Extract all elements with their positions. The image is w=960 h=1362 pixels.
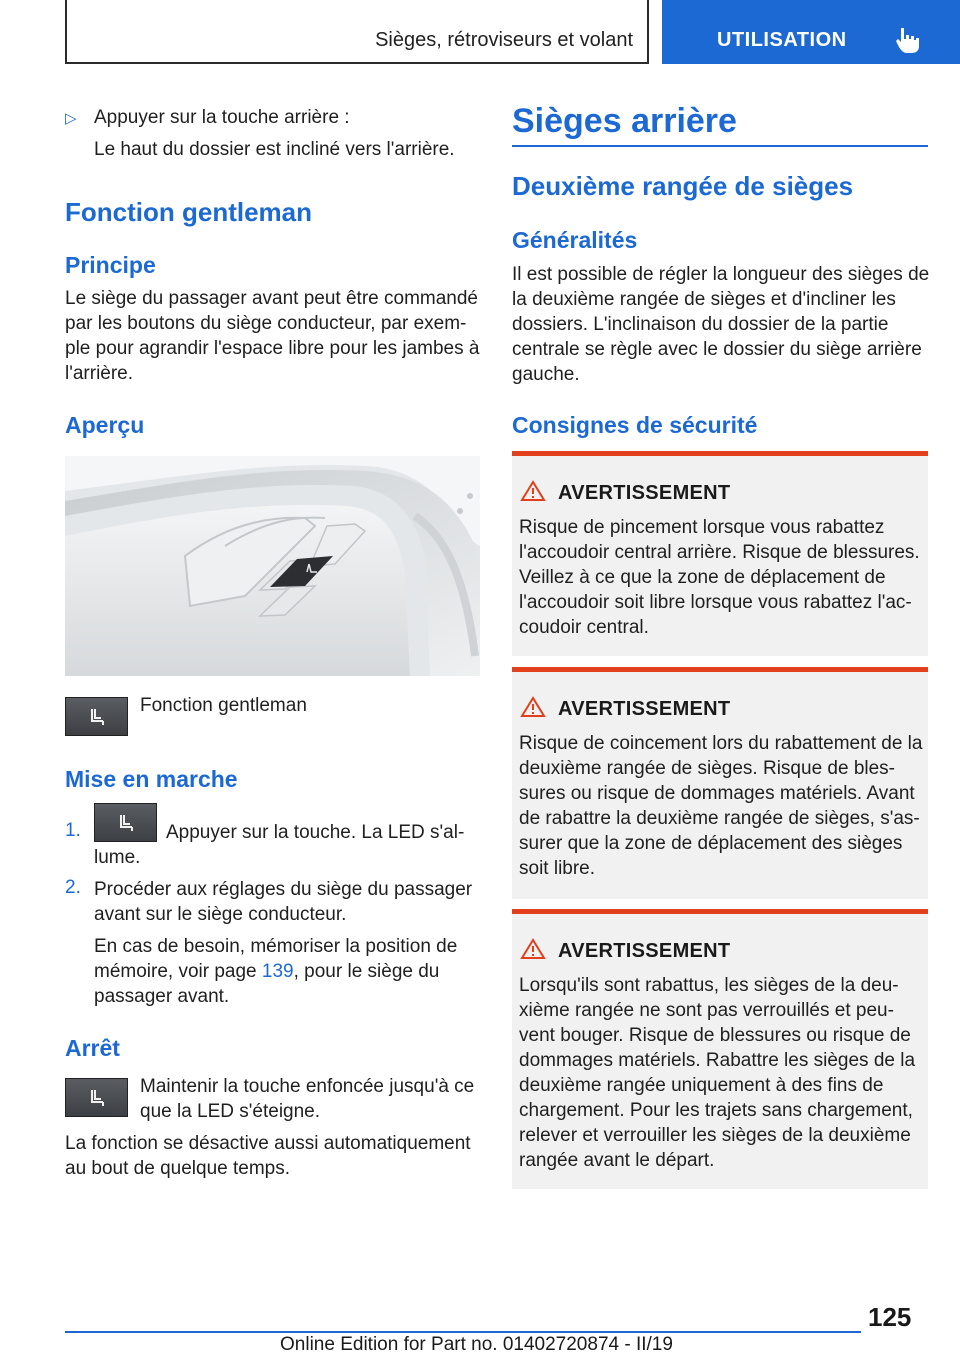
principe-text: Le siège du passager avant peut être commandé par les boutons du siège conducteur, par exem-ple pour agrandir l'espace libre pour les jambes à l'arrière. (65, 288, 480, 384)
mise-heading: Mise en marche (65, 766, 238, 792)
arret-heading: Arrêt (65, 1035, 120, 1061)
main-heading: Sièges arrière (512, 102, 737, 140)
arret-text: Maintenir la touche enfoncée jusqu'à ce que la LED s'éteigne. (140, 1076, 475, 1122)
warning-title: AVERTISSEMENT (558, 940, 731, 962)
warning-box (512, 909, 928, 1189)
general-text: Il est possible de régler la longueur des sièges de la deuxième rangée de sièges et d'incliner les dossiers. L'inclinaison du dossier de la partie centrale se règle avec le dossier du siège arrière gauche. (512, 264, 930, 385)
warning-triangle-icon (520, 938, 546, 965)
warning-text: Risque de pincement lorsque vous rabattez l'accoudoir central arrière. Risque de blessures. Veillez à ce que la zone de déplacement de l'accoudoir soit libre lorsque vous rabattez l'ac-coudoir central. (519, 517, 920, 638)
gentleman-heading: Fonction gentleman (65, 197, 312, 227)
step1-number: 1. (65, 820, 81, 841)
step2-extra-after: , pour le siège du passager avant. (94, 961, 440, 1007)
safety-heading: Consignes de sécurité (512, 412, 758, 438)
header-section-box (65, 0, 649, 64)
chapter-title: UTILISATION (717, 29, 847, 51)
step2-text: Procéder aux réglages du siège du passager avant sur le siège conducteur. (94, 879, 473, 925)
warning-title: AVERTISSEMENT (558, 698, 731, 720)
row-heading: Deuxième rangée de sièges (512, 171, 854, 201)
bullet-text: Appuyer sur la touche arrière : (94, 107, 350, 128)
apercu-heading: Aperçu (65, 412, 145, 438)
bullet-triangle-icon: ▷ (65, 110, 77, 127)
header-chapter-box[interactable] (662, 0, 960, 64)
principe-heading: Principe (65, 252, 156, 278)
hand-pointer-icon (895, 26, 921, 59)
step1-text: Appuyer sur la touche. La LED s'al-lume. (94, 822, 465, 868)
gentleman-button-icon (65, 1078, 128, 1117)
warning-box (512, 667, 928, 899)
page-link[interactable]: 139 (261, 961, 294, 982)
auto-text: La fonction se désactive aussi automatiquement au bout de quelque temps. (65, 1133, 471, 1179)
footer-rule (65, 1331, 861, 1333)
page-number: 125 (868, 1302, 912, 1332)
warning-triangle-icon (520, 696, 546, 723)
edition-text: Online Edition for Part no. 01402720874 - II/19 (280, 1334, 673, 1355)
bullet-result: Le haut du dossier est incliné vers l'arrière. (94, 139, 455, 160)
step2-number: 2. (65, 877, 81, 898)
warning-triangle-icon (520, 480, 546, 507)
section-title: Sièges, rétroviseurs et volant (375, 29, 633, 51)
seat-control-photo (65, 456, 480, 676)
gentleman-button-icon (65, 697, 128, 736)
icon-caption: Fonction gentleman (140, 695, 307, 716)
heading-rule (512, 145, 928, 147)
warning-text: Lorsqu'ils sont rabattus, les sièges de la deu-xième rangée ne sont pas verrouillés et peu-vent bouger. Risque de blessures ou risque de dommages matériels. Rabattre les sièges de la deuxième rangée uniquement à des fins de chargement. Pour les trajets sans chargement, relever et verrouiller les sièges de la deuxième rangée avant le départ. (519, 975, 916, 1171)
general-heading: Généralités (512, 227, 638, 253)
warning-box (512, 451, 928, 656)
warning-title: AVERTISSEMENT (558, 482, 731, 504)
step2-extra (94, 934, 478, 1009)
warning-text: Risque de coincement lors du rabattement de la deuxième rangée de sièges. Risque de bles-sures ou risque de dommages matériels. Avant de rabattre la deuxième rangée de sièges, s'as-surer que la zone de déplacement des sièges soit libre. (519, 733, 923, 879)
step2-extra-before: En cas de besoin, mémoriser la position de mémoire, voir page (94, 936, 458, 982)
